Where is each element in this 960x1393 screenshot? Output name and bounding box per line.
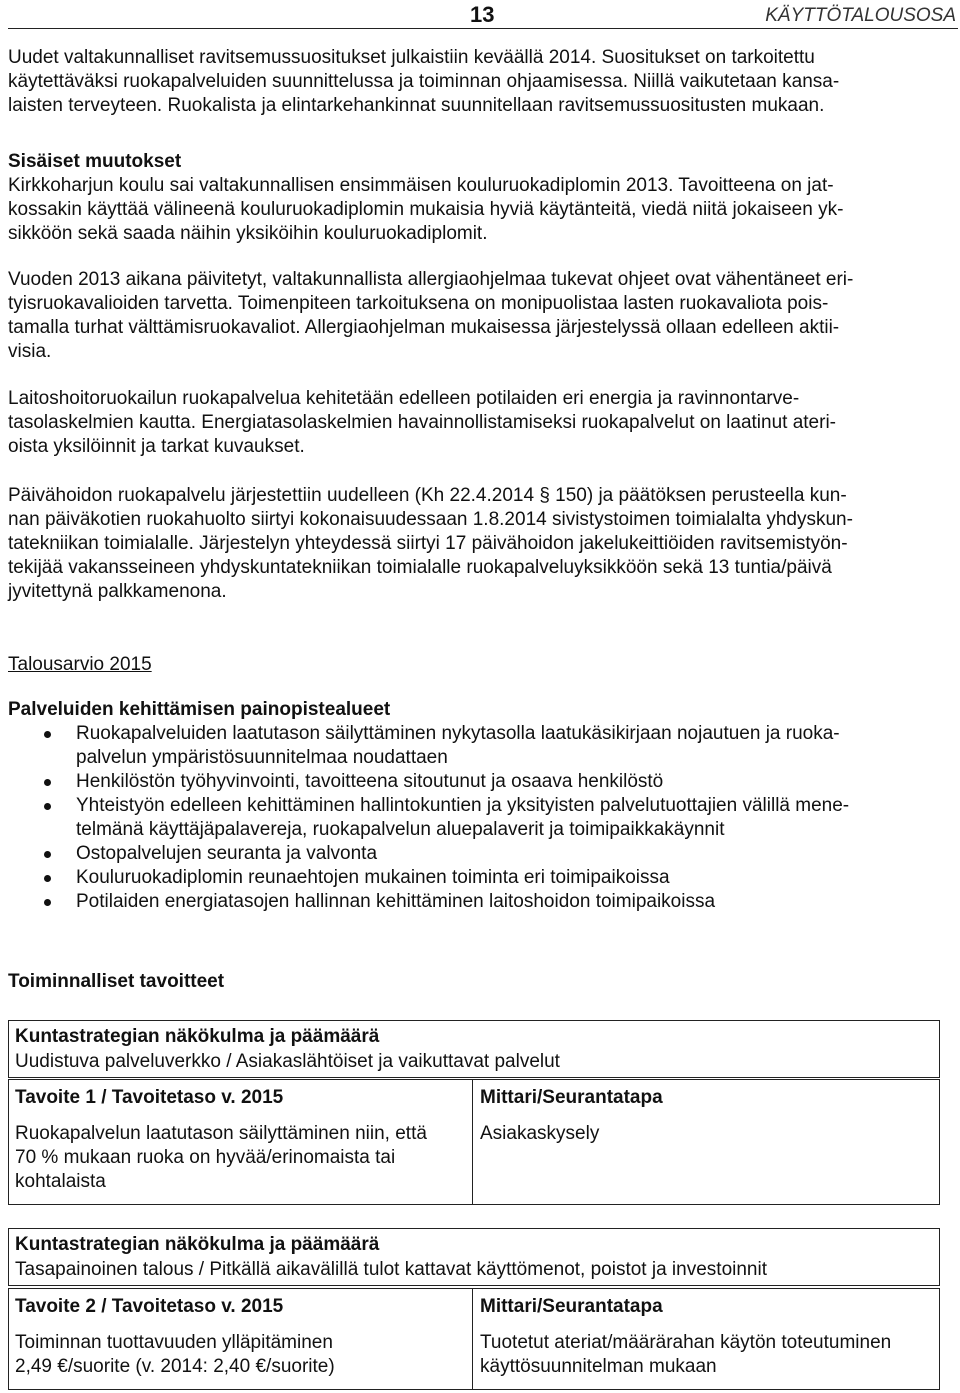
objectives-heading: Toiminnalliset tavoitteet [8, 971, 225, 992]
budget-heading-text: Talousarvio 2015 [8, 654, 152, 675]
metric-column [474, 1289, 939, 1389]
goal-heading: Tavoite 1 / Tavoitetaso v. 2015 [15, 1087, 284, 1108]
goal-column [9, 1080, 473, 1204]
metric-text: Asiakaskysely [480, 1123, 600, 1144]
strategy-box-1 [8, 1020, 940, 1078]
daycare-paragraph: Päivähoidon ruokapalvelu järjestettiin uudelleen (Kh 22.4.2014 § 150) ja päätöksen perusteella kun- nan päiväkotien ruokahuolto siirtyi kokonaisuudessaan 1.8.2014 sivistystoimen toimialalta yhdyskun- tatekniikan toimialalle. Järjestelyn yhteydessä siirtyi 17 päivähoidon jakelukeittiöiden ravitsemistyön- tekijää vakansseineen yhdyskuntatekniikan toimialalle ruokapalveluyksikköön sekä 13 tuntia/päivä jyvitettynä palkkamenona. [8, 485, 853, 602]
page-header [8, 2, 958, 29]
goal-table-1 [8, 1079, 940, 1205]
goal-text: Ruokapalvelun laatutason säilyttäminen niin, että 70 % mukaan ruoka on hyvää/erinomaista tai kohtalaista [15, 1123, 427, 1192]
goal-text: Toiminnan tuottavuuden ylläpitäminen 2,49 €/suorite (v. 2014: 2,40 €/suorite) [15, 1332, 335, 1377]
metric-heading: Mittari/Seurantatapa [480, 1087, 663, 1108]
list-item: Kouluruokadiplomin reunaehtojen mukainen toiminta eri toimipaikoissa [8, 866, 952, 890]
section-title: KÄYTTÖTALOUSOSA [765, 5, 956, 26]
internal-changes-heading: Sisäiset muutokset [8, 151, 182, 172]
intro-paragraph: Uudet valtakunnalliset ravitsemussuositukset julkaistiin keväällä 2014. Suositukset on tarkoitettu käytettäväksi ruokapalveluiden suunnittelussa ja toiminnan ohjaamisessa. Niillä vaikutetaan kansa- laisten terveyteen. Ruokalista ja elintarkehankinnat suunnitellaan ravitsemussuositusten mukaan. [8, 47, 840, 116]
budget-heading [8, 653, 152, 677]
strategy-title: Kuntastrategian näkökulma ja päämäärä [15, 1026, 380, 1047]
metric-heading: Mittari/Seurantatapa [480, 1296, 663, 1317]
goal-table-2 [8, 1288, 940, 1390]
focus-areas-heading: Palveluiden kehittämisen painopistealueet [8, 699, 391, 720]
institutional-care-paragraph: Laitoshoitoruokailun ruokapalvelua kehitetään edelleen potilaiden eri energia ja ravinnontarve- tasolaskelmien kautta. Energiatasolaskelmien havainnollistamiseksi ruokapalvelut on laatinut ateri- oista yksilöinnit ja tarkat kuvaukset. [8, 388, 836, 457]
focus-areas-list [8, 722, 952, 914]
metric-text: Tuotetut ateriat/määrärahan käytön toteutuminen käyttösuunnitelman mukaan [480, 1332, 892, 1377]
strategy-text: Tasapainoinen talous / Pitkällä aikavälillä tulot kattavat käyttömenot, poistot ja investoinnit [15, 1259, 767, 1280]
school-diploma-paragraph: Kirkkoharjun koulu sai valtakunnallisen ensimmäisen kouluruokadiplomin 2013. Tavoitteena on jat- kossakin käyttää välineenä kouluruokadiplomin mukaisia hyviä käytänteitä, viedä niitä jokaiseen yk- sikköön sekä saada näihin yksiköihin kouluruokadiplomit. [8, 175, 844, 244]
list-item: Potilaiden energiatasojen hallinnan kehittäminen laitoshoidon toimipaikoissa [8, 890, 952, 914]
strategy-text: Uudistuva palveluverkko / Asiakaslähtöiset ja vaikuttavat palvelut [15, 1051, 560, 1072]
strategy-box-2 [8, 1228, 940, 1286]
page-number: 13 [470, 2, 495, 27]
list-item: Ruokapalveluiden laatutason säilyttäminen nykytasolla laatukäsikirjaan nojautuen ja ruoka- palvelun ympäristösuunnitelmaa noudattaen [8, 722, 952, 770]
goal-column [9, 1289, 473, 1389]
list-item: Henkilöstön työhyvinvointi, tavoitteena sitoutunut ja osaava henkilöstö [8, 770, 952, 794]
goal-heading: Tavoite 2 / Tavoitetaso v. 2015 [15, 1296, 284, 1317]
strategy-title: Kuntastrategian näkökulma ja päämäärä [15, 1234, 380, 1255]
list-item: Yhteistyön edelleen kehittäminen hallintokuntien ja yksityisten palvelutuottajien välillä mene- telmänä käyttäjäpalavereja, ruokapalvelun aluepalaverit ja toimipaikkakäynnit [8, 794, 952, 842]
allergy-program-paragraph: Vuoden 2013 aikana päivitetyt, valtakunnallista allergiaohjelmaa tukevat ohjeet ovat vähentäneet eri- tyisruokavalioiden tarvetta. Toimenpiteen tarkoituksena on monipuolistaa lasten ruokavaliota pois- tamalla turhat välttämisruokavaliot. Allergiaohjelman mukaisessa järjestelyssä ollaan edelleen aktii- visia. [8, 269, 854, 362]
list-item: Ostopalvelujen seuranta ja valvonta [8, 842, 952, 866]
metric-column [474, 1080, 939, 1204]
